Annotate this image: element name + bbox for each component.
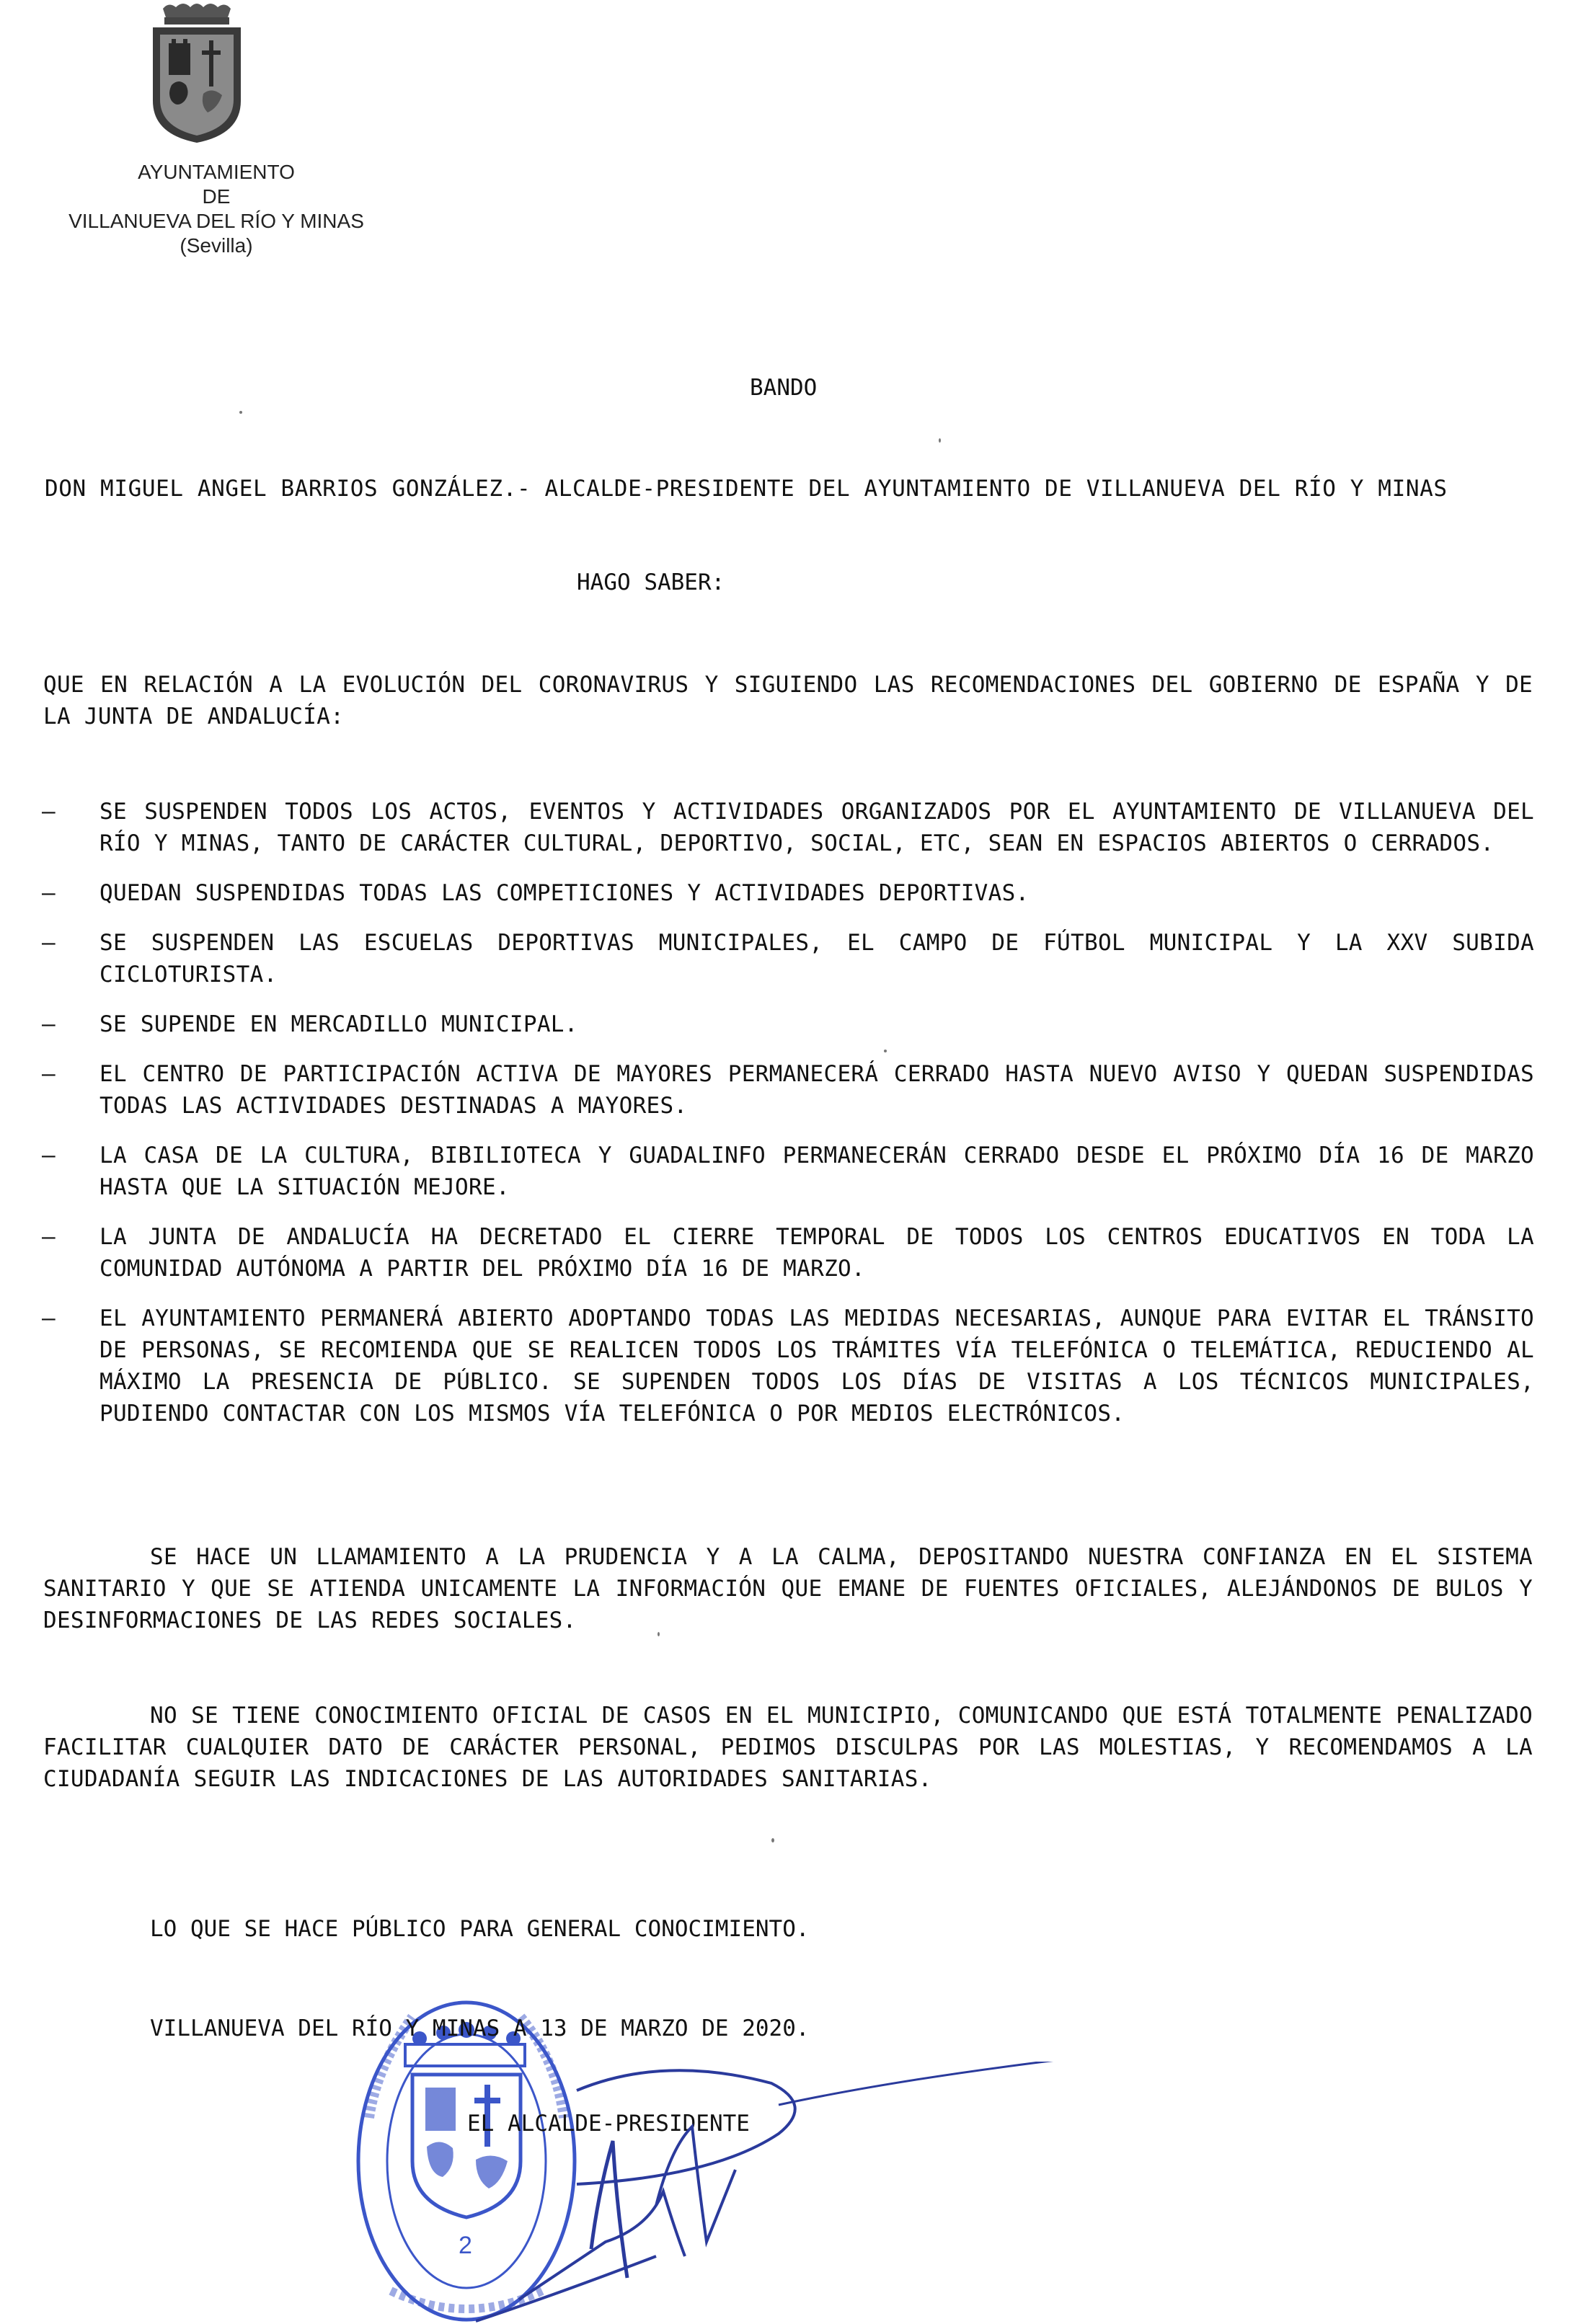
scan-speck <box>771 1838 774 1842</box>
closing-line: LO QUE SE HACE PÚBLICO PARA GENERAL CONOCIMIENTO. <box>150 1916 810 1942</box>
bullet-dash: — <box>42 930 56 956</box>
list-item-text: LA JUNTA DE ANDALUCÍA HA DECRETADO EL CIERRE TEMPORAL DE TODOS LOS CENTROS EDUCATIVOS EN TODA LA COMUNIDAD AUTÓNOMA A PARTIR DEL PRÓXIMO DÍA 16 DE MARZO. <box>99 1224 1534 1282</box>
list-item-text: SE SUPENDE EN MERCADILLO MUNICIPAL. <box>99 1011 578 1037</box>
list-item <box>42 796 1534 859</box>
document-title: BANDO <box>750 375 818 401</box>
list-item <box>42 1008 1534 1040</box>
bullet-dash: — <box>42 1224 56 1250</box>
scan-speck <box>884 1050 887 1052</box>
list-item <box>42 1140 1534 1203</box>
place-and-date: VILLANUEVA DEL RÍO Y MINAS A 13 DE MARZO DE 2020. <box>150 2015 810 2041</box>
issuer-header <box>29 160 404 258</box>
list-item-text: LA CASA DE LA CULTURA, BIBILIOTECA Y GUADALINFO PERMANECERÁN CERRADO DESDE EL PRÓXIMO DÍA 16 DE MARZO HASTA QUE LA SITUACIÓN MEJORE. <box>99 1143 1534 1200</box>
bullet-dash: — <box>42 799 56 825</box>
org-line-1: AYUNTAMIENTO <box>138 161 295 183</box>
scan-speck <box>939 438 941 443</box>
list-item <box>42 1058 1534 1122</box>
org-line-2: DE <box>202 185 231 208</box>
bullet-dash: — <box>42 1011 56 1037</box>
list-item <box>42 877 1534 909</box>
svg-text:2: 2 <box>459 2232 472 2259</box>
handwritten-signature <box>476 2062 1341 2324</box>
org-line-4: (Sevilla) <box>180 234 253 257</box>
list-item-text: QUEDAN SUSPENDIDAS TODAS LAS COMPETICIONES Y ACTIVIDADES DEPORTIVAS. <box>99 880 1030 906</box>
bullet-dash: — <box>42 1143 56 1168</box>
scan-speck <box>658 1632 660 1636</box>
measures-list <box>42 796 1534 1447</box>
list-item-text: EL AYUNTAMIENTO PERMANERÁ ABIERTO ADOPTANDO TODAS LAS MEDIDAS NECESARIAS, AUNQUE PARA EVITAR EL TRÁNSITO DE PERSONAS, SE RECOMIENDA QUE SE REALICEN TODOS LOS TRÁMITES VÍA TELEFÓNICA O TELEMÁTICA, REDUCIENDO AL MÁXIMO LA PRESENCIA DE PÚBLICO. SE SUPENDEN TODOS LOS DÍAS DE VISITAS A LOS TÉCNICOS MUNICIPALES, PUDIENDO CONTACTAR CON LOS MISMOS VÍA TELEFÓNICA O POR MEDIOS ELECTRÓNICOS. <box>99 1305 1534 1427</box>
list-item-text: SE SUSPENDEN TODOS LOS ACTOS, EVENTOS Y ACTIVIDADES ORGANIZADOS POR EL AYUNTAMIENTO DE VILLANUEVA DEL RÍO Y MINAS, TANTO DE CARÁCTER CULTURAL, DEPORTIVO, SOCIAL, ETC, SEAN EN ESPACIOS ABIERTOS O CERRADOS. <box>99 799 1534 856</box>
list-item <box>42 1221 1534 1285</box>
scan-speck <box>239 411 242 414</box>
bullet-dash: — <box>42 1061 56 1087</box>
list-item <box>42 1303 1534 1429</box>
sender-line: DON MIGUEL ANGEL BARRIOS GONZÁLEZ.- ALCALDE-PRESIDENTE DEL AYUNTAMIENTO DE VILLANUEVA DEL RÍO Y MINAS <box>45 476 1448 502</box>
list-item-text: SE SUSPENDEN LAS ESCUELAS DEPORTIVAS MUNICIPALES, EL CAMPO DE FÚTBOL MUNICIPAL Y LA XXV SUBIDA CICLOTURISTA. <box>99 930 1534 988</box>
bullet-dash: — <box>42 1305 56 1331</box>
bullet-dash: — <box>42 880 56 906</box>
cases-notice-paragraph: NO SE TIENE CONOCIMIENTO OFICIAL DE CASOS EN EL MUNICIPIO, COMUNICANDO QUE ESTÁ TOTALMENTE PENALIZADO FACILITAR CUALQUIER DATO DE CARÁCTER PERSONAL, PEDIMOS DISCULPAS POR LAS MOLESTIAS, Y RECOMENDAMOS A LA CIUDADANÍA SEGUIR LAS INDICACIONES DE LAS AUTORIDADES SANITARIAS. <box>43 1703 1533 1792</box>
intro-paragraph: QUE EN RELACIÓN A LA EVOLUCIÓN DEL CORONAVIRUS Y SIGUIENDO LAS RECOMENDACIONES DEL GOBIERNO DE ESPAÑA Y DE LA JUNTA DE ANDALUCÍA: <box>43 672 1533 729</box>
municipal-crest-icon <box>143 0 251 144</box>
list-item-text: EL CENTRO DE PARTICIPACIÓN ACTIVA DE MAYORES PERMANECERÁ CERRADO HASTA NUEVO AVISO Y QUEDAN SUSPENDIDAS TODAS LAS ACTIVIDADES DESTINADAS A MAYORES. <box>99 1061 1534 1119</box>
calm-appeal-paragraph: SE HACE UN LLAMAMIENTO A LA PRUDENCIA Y A LA CALMA, DEPOSITANDO NUESTRA CONFIANZA EN EL SISTEMA SANITARIO Y QUE SE ATIENDA UNICAMENTE LA INFORMACIÓN QUE EMANE DE FUENTES OFICIALES, ALEJÁNDONOS DE BULOS Y DESINFORMACIONES DE LAS REDES SOCIALES. <box>43 1544 1533 1633</box>
hago-saber-heading: HAGO SABER: <box>577 569 725 595</box>
signer-title: EL ALCALDE-PRESIDENTE <box>467 2111 750 2137</box>
list-item <box>42 927 1534 990</box>
org-line-3: VILLANUEVA DEL RÍO Y MINAS <box>68 210 364 232</box>
